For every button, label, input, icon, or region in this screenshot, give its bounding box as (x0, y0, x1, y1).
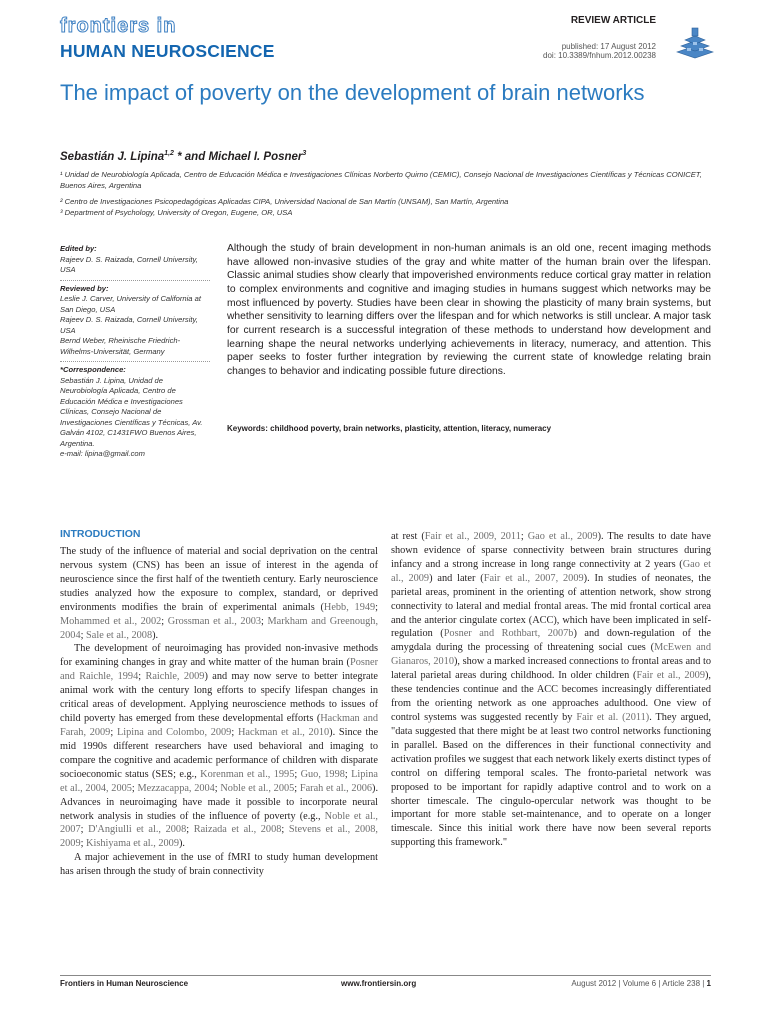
citation-link[interactable]: Gao et al., 2009 (391, 558, 711, 584)
editorial-sidebar (60, 244, 210, 460)
citation-link[interactable]: Fair et al., 2007, 2009 (483, 572, 584, 584)
citation-link[interactable]: Fair et al. (2011) (576, 711, 650, 723)
author-1-affil: 1,2 (164, 150, 174, 157)
reviewer: Bernd Weber, Rheinische Friedrich-Wilhelms-Universität, Germany (60, 336, 181, 356)
author-separator: * and (177, 150, 206, 163)
paragraph: The study of the influence of material and social deprivation on the central nervous system (CNS) has been an issue of interest in the agenda of neuroscience since the first half of the twentieth century. Early neuroscience studies analyzed how the exposure to complex, standard, or deprived environments modifies the brain of experimental animals (Hebb, 1949; Mohammed et al., 2002; Grossman et al., 2003; Markham and Greenough, 2004; Sale et al., 2008). (60, 546, 379, 641)
journal-name: HUMAN NEUROSCIENCE (60, 41, 275, 61)
citation-link[interactable]: Hackman and Farah, 2009 (60, 713, 378, 738)
reviewer: Leslie J. Carver, University of California at San Diego, USA (60, 294, 201, 314)
affiliation-1: ¹ Unidad de Neurobiología Aplicada, Centro de Educación Médica e Investigaciones Clínicas Norberto Quirno (CEMIC), Consejo Nacional de Investigaciones Científicas y Técnicas CONICET, Buenos Aires, Argentina (60, 170, 702, 190)
citation-link[interactable]: Noble et al., 2007 (60, 810, 379, 836)
footer-journal: Frontiers in Human Neuroscience (60, 979, 189, 988)
footer-divider (60, 975, 711, 976)
edited-by-heading: Edited by: (60, 244, 97, 253)
citation-link[interactable]: McEwen and Gianaros, 2010 (391, 642, 711, 668)
citation-link[interactable]: Fair et al., 2009 (636, 670, 705, 682)
correspondence-email[interactable]: e-mail: lipina@gmail.com (60, 449, 145, 458)
citation-link[interactable]: Sale et al., 2008 (86, 629, 153, 641)
citation-link[interactable]: Lipina et al., 2004, 2005 (60, 768, 378, 794)
divider (60, 361, 210, 362)
citation-link[interactable]: Posner and Raichle, 1994 (60, 657, 378, 683)
correspondence-heading: *Correspondence: (60, 365, 126, 374)
citation-link[interactable]: Raizada et al., 2008 (193, 824, 282, 836)
divider (60, 280, 210, 281)
citation-link[interactable]: D'Angiulli et al., 2008 (88, 824, 187, 836)
citation-link[interactable]: Lipina and Colombo, 2009 (116, 726, 232, 738)
journal-prefix: frontiers in (60, 15, 177, 37)
author-1: Sebastián J. Lipina (60, 150, 165, 163)
citation-link[interactable]: Farah et al., 2006 (299, 782, 373, 794)
citation-link[interactable]: Grossman et al., 2003 (167, 615, 262, 627)
doi: doi: 10.3389/fnhum.2012.00238 (543, 51, 656, 60)
body-column-2 (391, 530, 711, 850)
footer-url[interactable]: www.frontiersin.org (341, 979, 417, 988)
section-heading: INTRODUCTION (60, 528, 141, 540)
citation-link[interactable]: Kishiyama et al., 2009 (86, 838, 179, 850)
published-date: published: 17 August 2012 (561, 42, 656, 51)
citation-link[interactable]: Stevens et al., 2008, 2009 (60, 824, 378, 850)
paragraph: The development of neuroimaging has provided non-invasive methods for examining changes in gray and white matter of the human brain (Posner and Raichle, 1994; Raichle, 2009) and may now serve to better integrate animal work with the century long efforts to specify lifespan changes in critical areas of development. Applying neuroscience methods to issues of child poverty has emerged from these developmental efforts (Hackman and Farah, 2009; Lipina and Colombo, 2009; Hackman et al., 2010). Since the mid 1990s different researchers have used behavioral and imaging to compare the cognitive and academic performance of children with disparate socioeconomic status (SES; e.g., Korenman et al., 1995; Guo, 1998; Lipina et al., 2004, 2005; Mezzacappa, 2004; Noble et al., 2005; Farah et al., 2006). Advances in neuroimaging have made it possible to incorporate neural network analysis in studies of the influence of poverty (e.g., Noble et al., 2007; D'Angiulli et al., 2008; Raizada et al., 2008; Stevens et al., 2008, 2009; Kishiyama et al., 2009). (60, 643, 379, 850)
citation-link[interactable]: Guo, 1998 (300, 768, 345, 780)
correspondence-address: Sebastián J. Lipina, Unidad de Neurobiología Aplicada, Centro de Educación Médica e Investigaciones Clínicas, Consejo Nacional de Investigaciones Científicas y Técnicas, Av. Galván 4102, C1431FWO Buenos Aires, Argentina. (60, 375, 203, 448)
citation-link[interactable]: Fair et al., 2009, 2011 (424, 531, 521, 542)
citation-link[interactable]: Hackman et al., 2010 (237, 726, 330, 738)
editor: Rajeev D. S. Raizada, Cornell University, USA (60, 254, 198, 274)
article-title: The impact of poverty on the development of brain networks (60, 80, 645, 105)
citation-link[interactable]: Gao et al., 2009 (527, 531, 598, 542)
abstract: Although the study of brain development in non-human animals is an old one, recent imaging methods have allowed non-invasive studies of the gray and white matter of the human brain over the lifespan. Classic animal studies show clearly that impoverished environments reduce cortical gray matter in relation to complex environments and cognitive and imaging studies in humans suggest which networks may be most influenced by poverty. Studies have been clear in showing the plasticity of many brain systems, but whether sensitivity to learning differs over the lifespan and for which networks is still unclear. A major task for current research is a successful integration of these methods to understand how development and learning shape the neural networks underlying achievements in literacy, numeracy, and attention. This paper seeks to foster further integration by reviewing the current state of knowledge relating brain changes to behavior and indicating possible future directions. (227, 243, 711, 377)
citation-link[interactable]: Mezzacappa, 2004 (137, 782, 215, 794)
frontiers-stack-logo-icon (673, 22, 717, 62)
citation-link[interactable]: Korenman et al., 1995 (200, 768, 295, 780)
body-column-1 (60, 545, 378, 879)
keywords: Keywords: childhood poverty, brain networks, plasticity, attention, literacy, numeracy (227, 424, 552, 433)
article-type: REVIEW ARTICLE (570, 15, 656, 26)
citation-link[interactable]: Mohammed et al., 2002 (60, 615, 162, 627)
reviewed-by-heading: Reviewed by: (60, 283, 109, 293)
affiliation-3: ³ Department of Psychology, University of Oregon, Eugene, OR, USA (60, 208, 293, 217)
citation-link[interactable]: Posner and Rothbart, 2007b (443, 628, 574, 640)
affiliation-2: ² Centro de Investigaciones Psicopedagógicas Aplicadas CIPA, Universidad Nacional de San Martín (UNSAM), San Martín, Argentina (60, 197, 509, 206)
author-2-affil: 3 (302, 150, 307, 157)
author-line (60, 150, 306, 163)
paragraph: A major achievement in the use of fMRI to study human development has arisen through the study of brain connectivity (60, 852, 378, 878)
footer-issue-info: August 2012 | Volume 6 | Article 238 | 1 (571, 979, 711, 988)
author-2: Michael I. Posner (208, 150, 303, 163)
citation-link[interactable]: Markham and Greenough, 2004 (60, 615, 379, 641)
page-number: 1 (706, 979, 711, 988)
citation-link[interactable]: Hebb, 1949 (323, 601, 376, 613)
citation-link[interactable]: Noble et al., 2005 (220, 782, 295, 794)
reviewer: Rajeev D. S. Raizada, Cornell University, USA (60, 315, 198, 335)
paragraph: at rest (Fair et al., 2009, 2011; Gao et al., 2009). The results to date have shown evidence of sparse connectivity between brain structures during infancy and a strong increase in long range connectivity at 2 years (Gao et al., 2009) and later (Fair et al., 2007, 2009). In studies of neonates, the parietal areas, prominent in the orienting of attention network, show strong connectivity to lateral and medial frontal areas. The mid frontal cortical area and the anterior cingulate cortex (ACC), which have been implicated in self-regulation (Posner and Rothbart, 2007b) and down-regulation of the amygdala during the processing of threatening social cues (McEwen and Gianaros, 2010), show a marked increased connections to frontal areas and to lateral parietal areas during childhood. In older children (Fair et al., 2009), these tendencies continue and the ACC becomes increasingly differentiated from the orienting network as one approaches adulthood. One view of control systems was suggested recently by Fair et al. (2011). They argued, "data suggested that there might be at least two control networks functioning in parallel. Based on the differences in their functional connectivity and activation profiles we suggest that each network likely exerts distinct types of control on differing temporal scales. The fronto-parietal network was proposed to be important for rapidly adaptive control and to work on a shorter timescale. The cingulo-opercular network was thought to be important for more stable set-maintenance, and to operate on a longer timescale. Since this initial work there have now been several reports supporting this framework." (391, 531, 712, 849)
citation-link[interactable]: Raichle, 2009 (145, 671, 205, 683)
